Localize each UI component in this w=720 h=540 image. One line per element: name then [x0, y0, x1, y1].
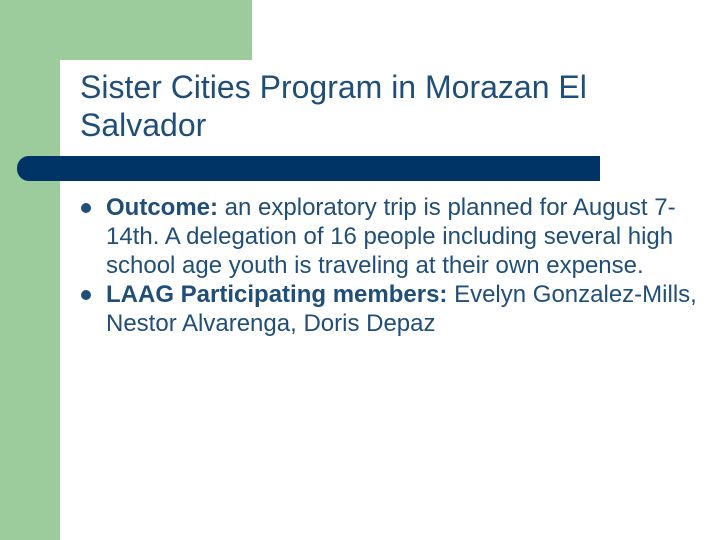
top-accent-block [60, 0, 252, 60]
bullet-item-members [78, 280, 708, 338]
bullet-text: Evelyn Gonzalez-Mills, Nestor Alvarenga, Doris Depaz [106, 281, 697, 337]
bullet-list [78, 193, 708, 338]
slide-title: Sister Cities Program in Morazan El Salvador [80, 69, 587, 143]
title-underline-bar [17, 156, 600, 181]
bullet-dot-icon [81, 203, 91, 213]
bullet-item-outcome [78, 193, 708, 280]
bullet-text: an exploratory trip is planned for August 7-14th. A delegation of 16 people including several high school age youth is traveling at their own expense. [106, 194, 676, 279]
left-accent-band [0, 0, 60, 540]
bullet-label: Outcome: [106, 194, 219, 221]
bullet-label: LAAG Participating members: [106, 281, 448, 308]
bullet-dot-icon [81, 290, 91, 300]
